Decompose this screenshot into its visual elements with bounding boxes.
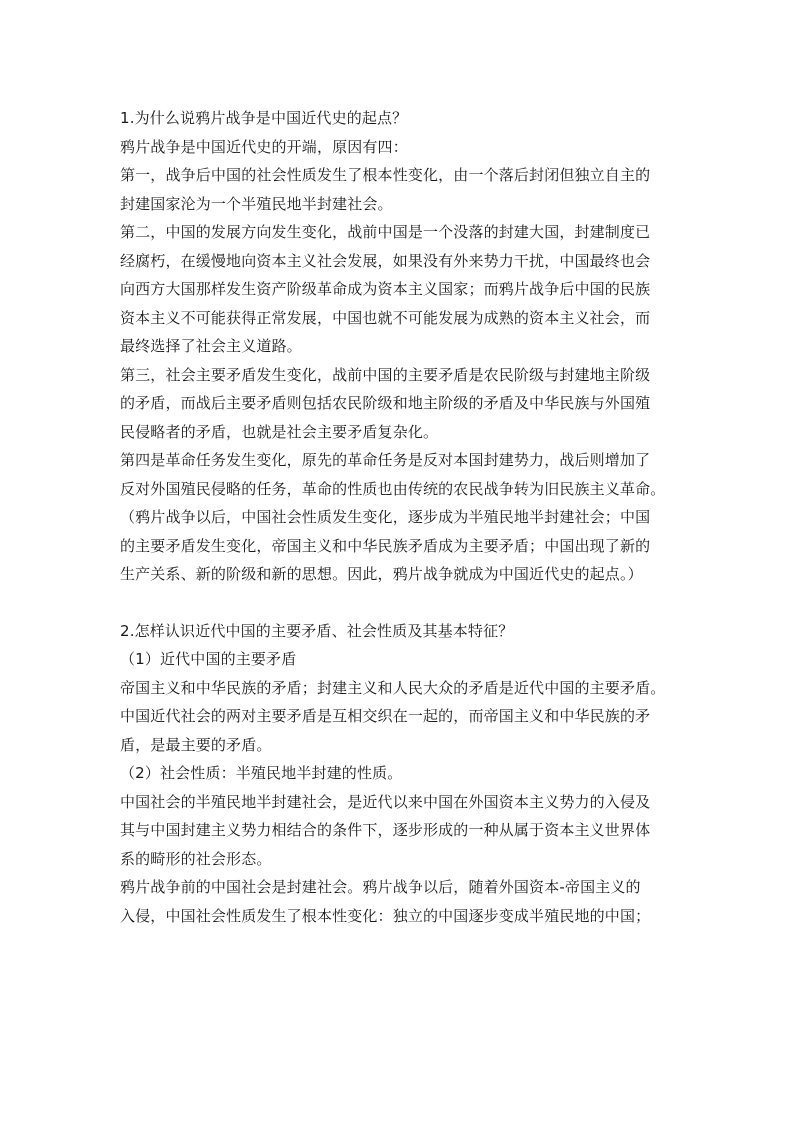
subheading: （2）社会性质：半殖民地半封建的性质。 bbox=[120, 764, 403, 782]
text-line: 第一，战争后中国的社会性质发生了根本性变化，由一个落后封闭但独立自主的 bbox=[120, 166, 651, 184]
text-line: 盾，是最主要的矛盾。 bbox=[120, 735, 272, 754]
text-line: 第二，中国的发展方向发生变化，战前中国是一个没落的封建大国，封建制度已 bbox=[120, 223, 651, 241]
text-line: 第三，社会主要矛盾发生变化，战前中国的主要矛盾是农民阶级与封建地主阶级 bbox=[120, 365, 651, 384]
text-line: 第四是革命任务发生变化，原先的革命任务是反对本国封建势力，战后则增加了 bbox=[120, 451, 651, 469]
text-line: 鸦片战争前的中国社会是封建社会。鸦片战争以后，随着外国资本-帝国主义的 bbox=[120, 878, 641, 896]
text-line: 帝国主义和中华民族的矛盾；封建主义和人民大众的矛盾是近代中国的主要矛盾。 bbox=[120, 678, 666, 697]
text-line: 民侵略者的矛盾，也就是社会主要矛盾复杂化。 bbox=[120, 422, 439, 441]
text-line: 中国近代社会的两对主要矛盾是互相交织在一起的，而帝国主义和中华民族的矛 bbox=[120, 707, 651, 725]
text-line: 的矛盾，而战后主要矛盾则包括农民阶级和地主阶级的矛盾及中华民族与外国殖 bbox=[120, 394, 651, 412]
text-line: 的主要矛盾发生变化，帝国主义和中华民族矛盾成为主要矛盾；中国出现了新的 bbox=[120, 536, 651, 555]
text-line: 系的畸形的社会形态。 bbox=[120, 849, 272, 868]
text-line: 资本主义不可能获得正常发展，中国也就不可能发展为成熟的资本主义社会，而 bbox=[120, 308, 651, 327]
text-line: 其与中国封建主义势力相结合的条件下，逐步形成的一种从属于资本主义世界体 bbox=[120, 821, 651, 839]
text-line: 鸦片战争是中国近代史的开端，原因有四： bbox=[120, 137, 408, 156]
subheading: （1）近代中国的主要矛盾 bbox=[120, 650, 297, 668]
text-line: 封建国家沦为一个半殖民地半封建社会。 bbox=[120, 194, 393, 213]
question-2-heading: 2.怎样认识近代中国的主要矛盾、社会性质及其基本特征？ bbox=[120, 621, 514, 640]
text-line: （鸦片战争以后，中国社会性质发生变化，逐步成为半殖民地半封建社会；中国 bbox=[120, 508, 651, 526]
text-line: 经腐朽，在缓慢地向资本主义社会发展，如果没有外来势力干扰，中国最终也会 bbox=[120, 251, 651, 270]
text-line: 反对外国殖民侵略的任务，革命的性质也由传统的农民战争转为旧民族主义革命。 bbox=[120, 479, 666, 498]
paragraph-gap bbox=[120, 589, 680, 617]
question-1-heading: 1.为什么说鸦片战争是中国近代史的起点？ bbox=[120, 109, 408, 127]
text-line: 生产关系、新的阶级和新的思想。因此，鸦片战争就成为中国近代史的起点。） bbox=[120, 565, 643, 583]
text-line: 中国社会的半殖民地半封建社会，是近代以来中国在外国资本主义势力的入侵及 bbox=[120, 792, 651, 811]
text-line: 最终选择了社会主义道路。 bbox=[120, 337, 302, 355]
text-line: 入侵，中国社会性质发生了根本性变化：独立的中国逐步变成半殖民地的中国； bbox=[120, 906, 651, 925]
text-line: 向西方大国那样发生资产阶级革命成为资本主义国家；而鸦片战争后中国的民族 bbox=[120, 280, 651, 298]
document-page bbox=[120, 104, 680, 930]
